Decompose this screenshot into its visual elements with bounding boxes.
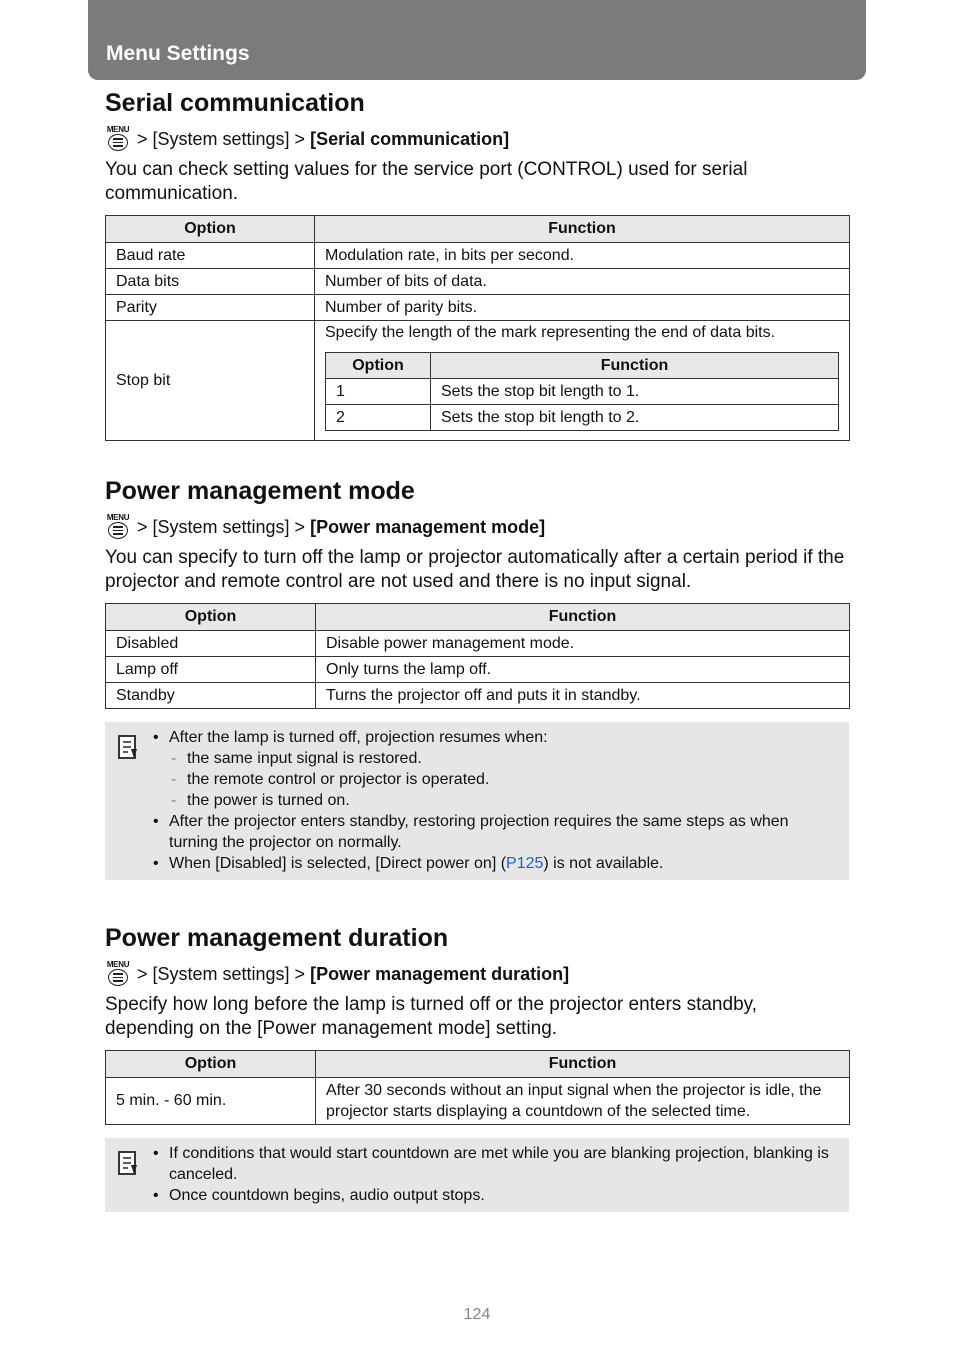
- option-cell: 5 min. - 60 min.: [106, 1078, 316, 1125]
- section-title: Power management mode: [105, 477, 415, 505]
- section-title: Serial communication: [105, 89, 365, 117]
- path-target: [Power management mode]: [310, 516, 546, 537]
- list-item: • After the projector enters standby, restoring projection requires the same steps as when turning the projector on normally.: [151, 811, 839, 853]
- note-text: When [Disabled] is selected, [Direct power on] (: [169, 855, 507, 872]
- memo-icon: [117, 1150, 139, 1176]
- path-prefix: > [System settings] >: [137, 963, 306, 984]
- note-box: [105, 1138, 849, 1212]
- function-cell: Number of bits of data.: [315, 269, 850, 295]
- table-row: [106, 269, 850, 295]
- header-function: Function: [316, 1051, 850, 1078]
- menu-icon: MENU: [105, 513, 131, 541]
- function-cell: Number of parity bits.: [315, 295, 850, 321]
- path-prefix: > [System settings] >: [137, 516, 306, 537]
- header-option: Option: [106, 1051, 316, 1078]
- table-row: [106, 243, 850, 269]
- section-power-management-mode: [105, 476, 850, 709]
- option-cell: Data bits: [106, 269, 315, 295]
- function-cell: Sets the stop bit length to 1.: [431, 379, 839, 405]
- header-option: Option: [106, 604, 316, 631]
- list-item: - the same input signal is restored.: [151, 748, 839, 769]
- list-item: • After the lamp is turned off, projection resumes when:: [151, 727, 839, 748]
- option-cell: Lamp off: [106, 657, 316, 683]
- memo-icon: [117, 734, 139, 760]
- path-prefix: > [System settings] >: [137, 128, 306, 149]
- menu-path: [105, 959, 850, 989]
- table-row: [106, 1078, 850, 1125]
- function-cell: [315, 321, 850, 441]
- list-item: [151, 853, 839, 874]
- option-cell: 1: [326, 379, 431, 405]
- option-cell: Parity: [106, 295, 315, 321]
- table-row: [106, 321, 850, 441]
- list-item: • Once countdown begins, audio output stops.: [151, 1185, 839, 1206]
- path-target: [Serial communication]: [310, 128, 510, 149]
- options-table: [105, 603, 850, 709]
- menu-path: [105, 512, 850, 542]
- section-description: You can check setting values for the service port (CONTROL) used for serial communication.: [105, 159, 748, 204]
- page-link-p125[interactable]: P125: [506, 855, 544, 872]
- menu-icon: MENU: [105, 125, 131, 153]
- inner-header-function: Function: [431, 353, 839, 379]
- list-item: • If conditions that would start countdown are met while you are blanking projection, blanking is canceled.: [151, 1143, 839, 1185]
- stop-bit-description: Specify the length of the mark representing the end of data bits.: [325, 324, 776, 341]
- inner-header-option: Option: [326, 353, 431, 379]
- table-row: [106, 295, 850, 321]
- header-function: Function: [315, 216, 850, 243]
- function-cell: Modulation rate, in bits per second.: [315, 243, 850, 269]
- menu-path: [105, 124, 850, 154]
- note-box: [105, 722, 849, 880]
- section-description: Specify how long before the lamp is turned off or the projector enters standby, depending on the [Power management mode] setting.: [105, 994, 758, 1039]
- table-row: [326, 405, 839, 431]
- option-cell: Baud rate: [106, 243, 315, 269]
- list-item: - the power is turned on.: [151, 790, 839, 811]
- path-target: [Power management duration]: [310, 963, 570, 984]
- function-cell: Disable power management mode.: [316, 631, 850, 657]
- option-cell: Stop bit: [106, 321, 315, 441]
- section-power-management-duration: [105, 923, 850, 1125]
- section-description: You can specify to turn off the lamp or projector automatically after a certain period if the projector and remote control are not used and there is no input signal.: [105, 547, 845, 592]
- function-cell: Sets the stop bit length to 2.: [431, 405, 839, 431]
- option-cell: Standby: [106, 683, 316, 709]
- table-row: [326, 379, 839, 405]
- section-title: Power management duration: [105, 924, 449, 952]
- option-cell: Disabled: [106, 631, 316, 657]
- page-header: [88, 0, 866, 80]
- table-row: [106, 657, 850, 683]
- note-text: ) is not available.: [543, 855, 664, 872]
- header-function: Function: [316, 604, 850, 631]
- table-row: [106, 683, 850, 709]
- header-option: Option: [106, 216, 315, 243]
- options-table: [105, 1050, 850, 1125]
- table-row: [106, 631, 850, 657]
- section-serial-communication: [105, 88, 850, 441]
- header-title: Menu Settings: [106, 42, 250, 65]
- list-item: - the remote control or projector is operated.: [151, 769, 839, 790]
- menu-icon: MENU: [105, 960, 131, 988]
- function-cell: Turns the projector off and puts it in standby.: [316, 683, 850, 709]
- options-table: [105, 215, 850, 441]
- page-number: 124: [463, 1306, 491, 1323]
- function-cell: After 30 seconds without an input signal when the projector is idle, the projector starts displaying a countdown of the selected time.: [316, 1078, 850, 1125]
- stop-bit-table: [325, 352, 839, 431]
- option-cell: 2: [326, 405, 431, 431]
- function-cell: Only turns the lamp off.: [316, 657, 850, 683]
